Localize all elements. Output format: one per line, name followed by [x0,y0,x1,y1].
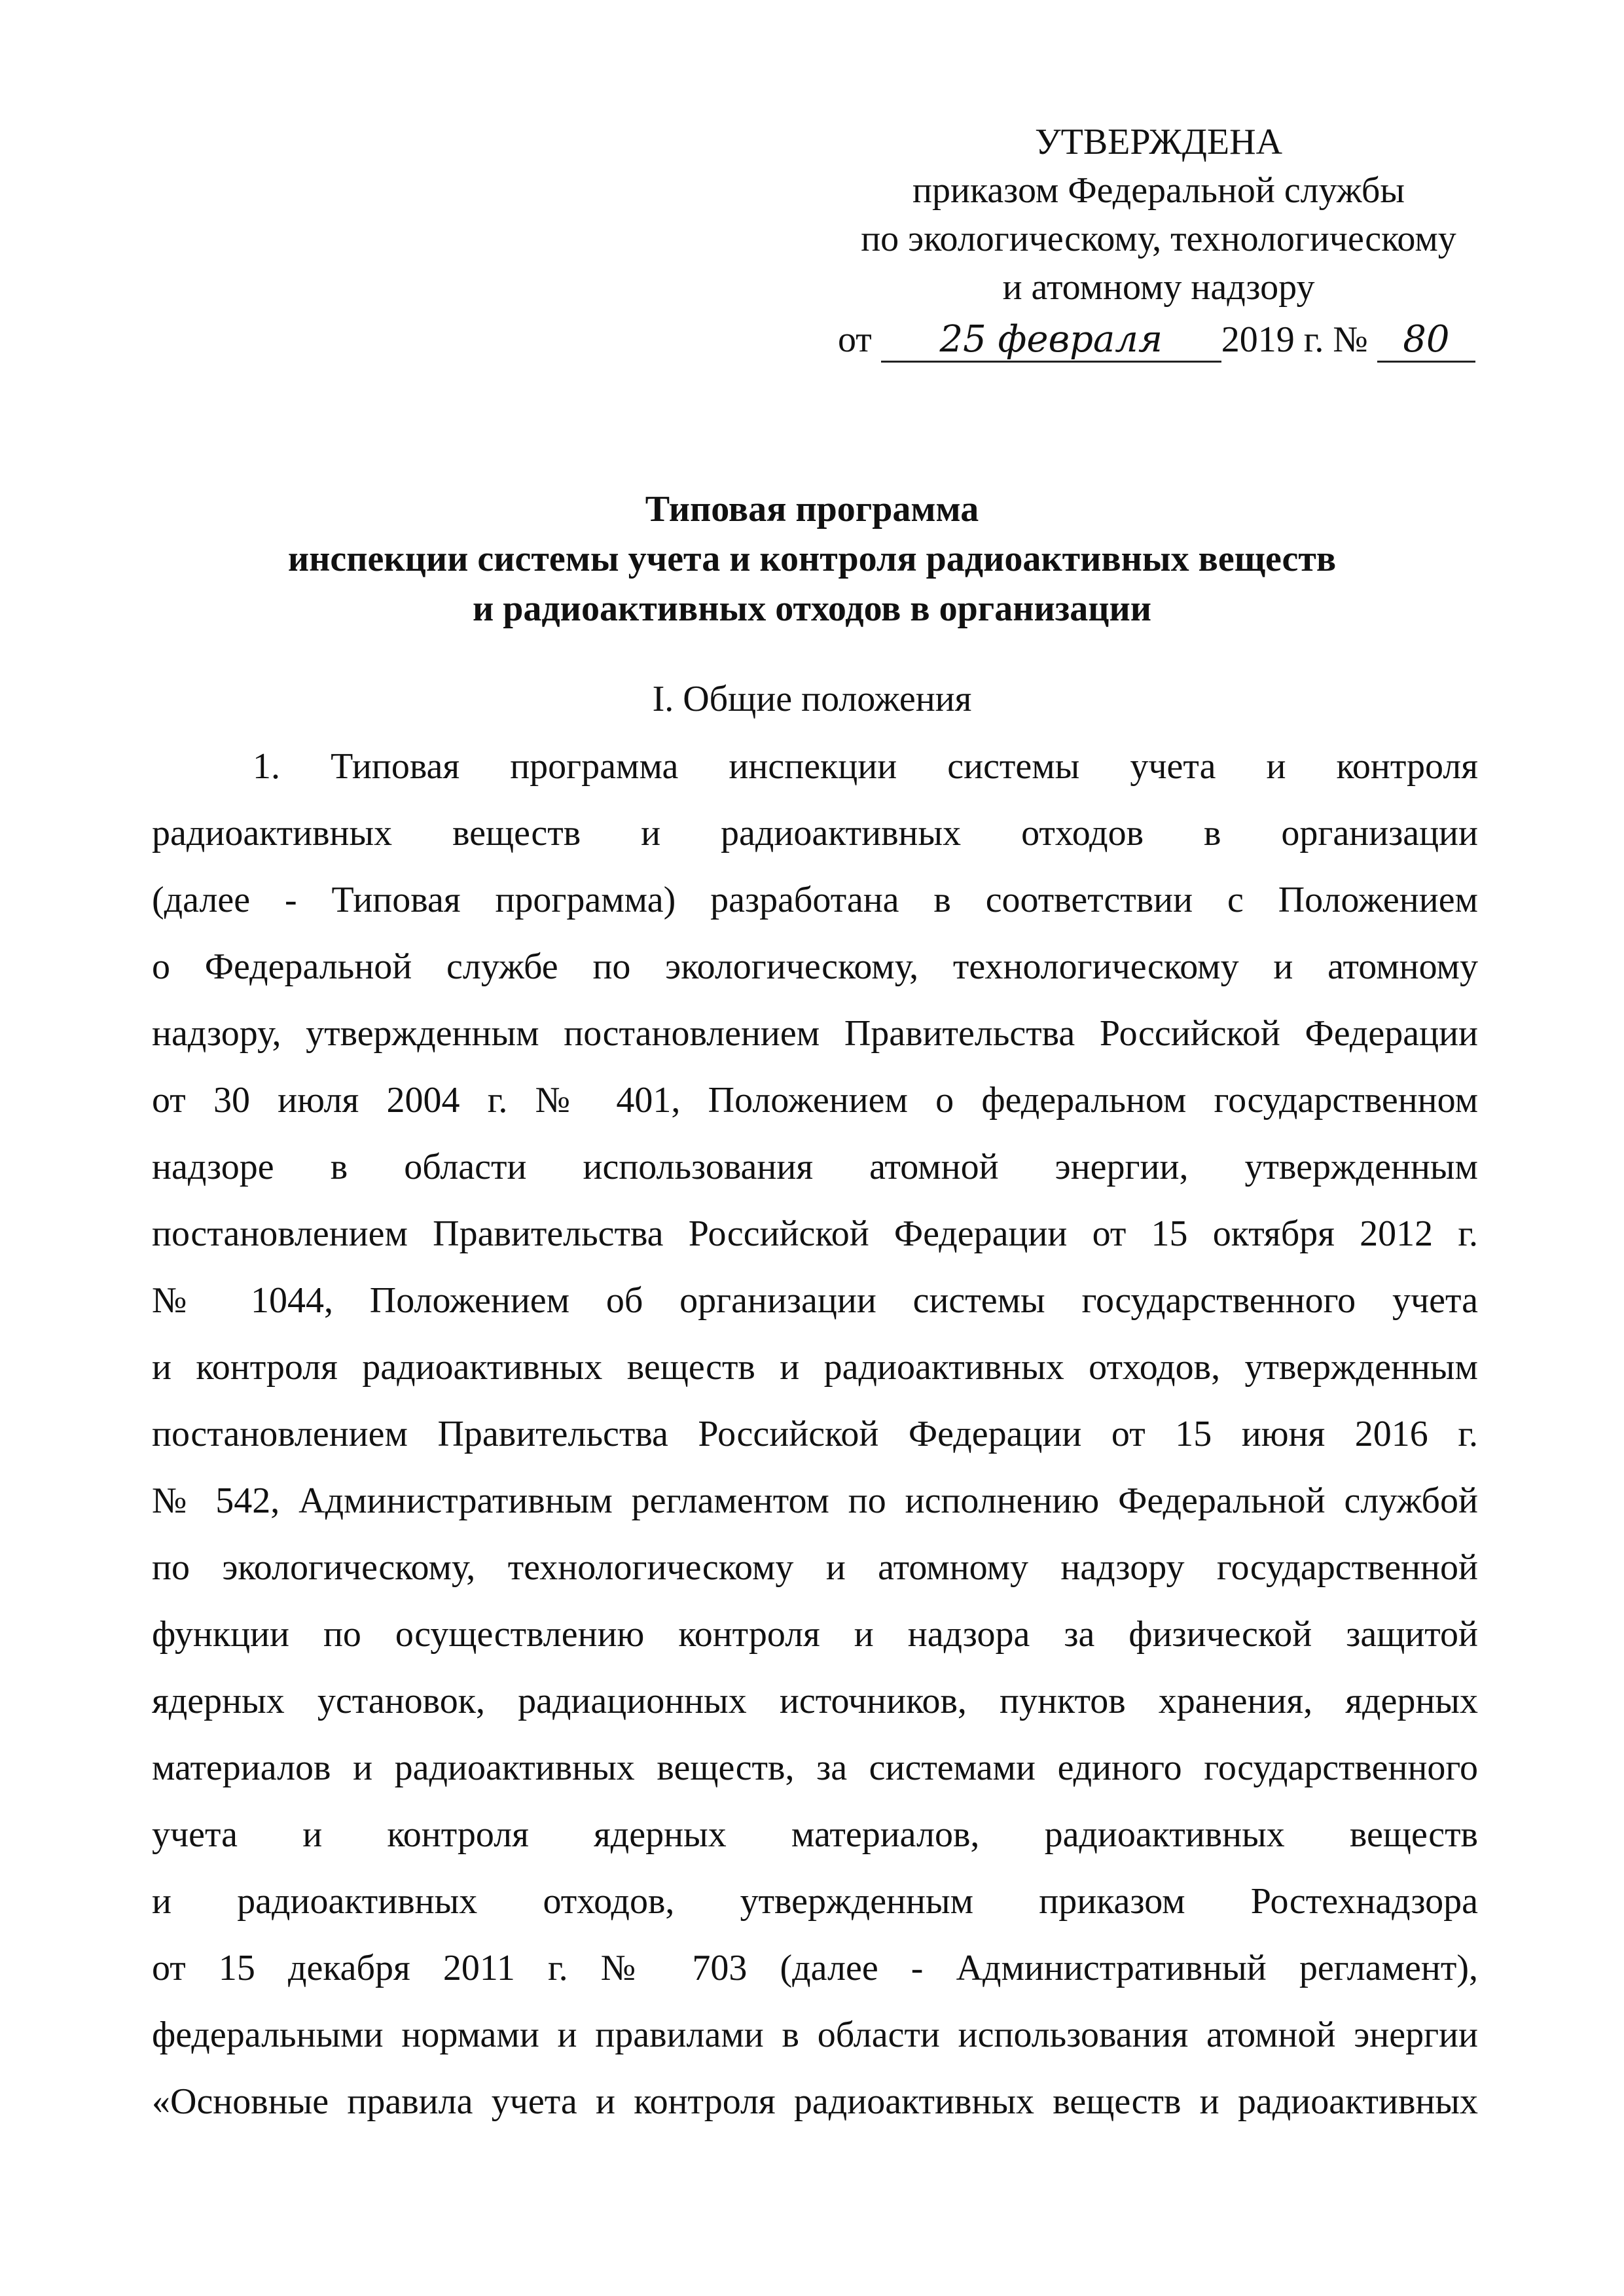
title-line-2: инспекции системы учета и контроля радиоактивных веществ [287,539,1337,579]
paragraph-line: «Основные правила учета и контроля радиоактивных веществ и радиоактивных [152,2081,1478,2122]
handwritten-order-number: 80 [1377,319,1475,363]
paragraph-line: постановлением Правительства Российской Федерации от 15 июня 2016 г. [152,1414,1478,1454]
title-line-1: Типовая программа [645,489,979,529]
paragraph-line: от 15 декабря 2011 г. № 703 (далее - Административный регламент), [152,1948,1478,1988]
section-heading: I. Общие положения [652,679,972,719]
paragraph-line: о Федеральной службе по экологическому, технологическому и атомному [152,946,1478,987]
title-line-3: и радиоактивных отходов в организации [472,588,1152,629]
paragraph-line: надзору, утвержденным постановлением Правительства Российской Федерации [152,1013,1478,1054]
approval-block [825,118,1492,364]
approval-line-3: и атомному надзору [1002,267,1315,308]
paragraph-line: учета и контроля ядерных материалов, радиоактивных веществ [152,1814,1478,1855]
paragraph-line: по экологическому, технологическому и атомному надзору государственной [152,1547,1478,1588]
approval-line-1: приказом Федеральной службы [912,170,1405,211]
paragraph-line: (далее - Типовая программа) разработана в соответствии с Положением [152,880,1478,920]
body-paragraph [152,733,1478,2135]
paragraph-line: от 30 июля 2004 г. № 401, Положением о федеральном государственном [152,1080,1478,1121]
approval-heading: УТВЕРЖДЕНА [1034,122,1283,162]
paragraph-line: 1. Типовая программа инспекции системы учета и контроля [253,746,1478,787]
approval-line-2: по экологическому, технологическому [861,219,1456,259]
paragraph-line: и радиоактивных отходов, утвержденным приказом Ростехнадзора [152,1881,1478,1922]
document-title [0,484,1624,634]
paragraph-line: федеральными нормами и правилами в области использования атомной энергии [152,2015,1478,2055]
date-prefix: от [838,319,872,360]
paragraph-line: ядерных установок, радиационных источников, пунктов хранения, ядерных [152,1681,1478,1721]
paragraph-line: материалов и радиоактивных веществ, за системами единого государственного [152,1748,1478,1788]
date-year: 2019 г. № [1221,319,1368,360]
paragraph-line: № 1044, Положением об организации системы государственного учета [152,1280,1478,1321]
paragraph-line: надзоре в области использования атомной энергии, утвержденным [152,1147,1478,1187]
paragraph-line: постановлением Правительства Российской Федерации от 15 октября 2012 г. [152,1213,1478,1254]
paragraph-line: функции по осуществлению контроля и надзора за физической защитой [152,1614,1478,1655]
handwritten-date: 25 февраля [881,319,1221,363]
approval-date-line [825,315,1492,364]
paragraph-line: № 542, Административным регламентом по исполнению Федеральной службой [152,1480,1478,1521]
paragraph-line: и контроля радиоактивных веществ и радиоактивных отходов, утвержденным [152,1347,1478,1388]
paragraph-line: радиоактивных веществ и радиоактивных отходов в организации [152,813,1478,853]
